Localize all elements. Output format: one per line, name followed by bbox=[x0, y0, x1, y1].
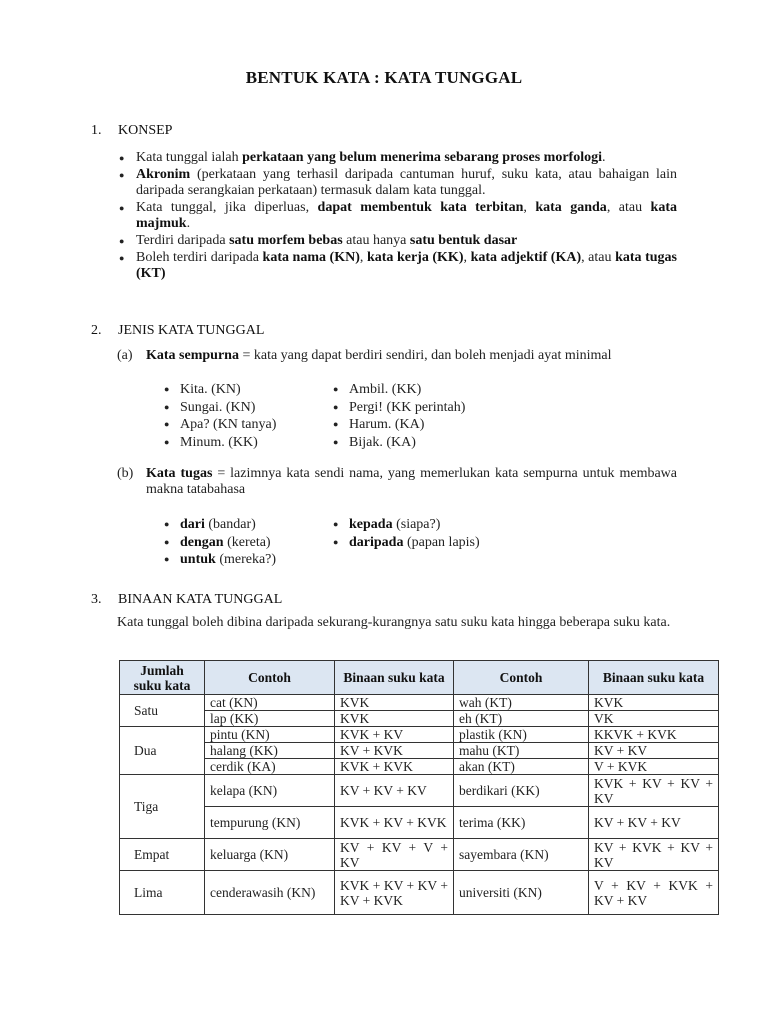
table-cell: plastik (KN) bbox=[454, 727, 589, 743]
table-cell: KV + KV bbox=[589, 743, 719, 759]
text-span: . bbox=[186, 216, 191, 231]
bold-term: kata kerja (KK) bbox=[366, 250, 464, 265]
section-2-heading bbox=[91, 323, 264, 339]
text-span: (papan lapis) bbox=[403, 534, 480, 550]
text-span: Kata tunggal ialah bbox=[136, 150, 243, 165]
list-item: ● Minum. (KK) bbox=[164, 434, 276, 452]
list-item: ● Kita. (KN) bbox=[164, 381, 276, 399]
header-cell: Binaan suku kata bbox=[589, 661, 719, 695]
list-item bbox=[333, 534, 480, 552]
binaan-table bbox=[119, 660, 719, 915]
table-cell: universiti (KN) bbox=[454, 871, 589, 915]
bold-term: dari bbox=[180, 517, 205, 532]
header-cell: Jumlah suku kata bbox=[120, 661, 205, 695]
table-cell: KV + KVK + KV + KV bbox=[589, 839, 719, 871]
subsection-b bbox=[117, 466, 677, 498]
table-cell: mahu (KT) bbox=[454, 743, 589, 759]
kata-tugas-list-right bbox=[333, 516, 480, 551]
text-span: (siapa?) bbox=[392, 517, 441, 532]
list-item bbox=[164, 534, 276, 552]
section-number: 3. bbox=[91, 592, 102, 607]
section-number: 2. bbox=[91, 323, 102, 338]
table-row bbox=[120, 871, 719, 915]
table-cell: tempurung (KN) bbox=[205, 807, 335, 839]
table-cell: lap (KK) bbox=[205, 711, 335, 727]
bold-term: Akronim bbox=[136, 167, 191, 182]
page-title: BENTUK KATA : KATA TUNGGAL bbox=[245, 68, 523, 87]
table-row bbox=[120, 807, 719, 839]
text-span: , atau bbox=[606, 200, 651, 215]
table-cell: KVK bbox=[589, 695, 719, 711]
text-span: atau hanya bbox=[342, 233, 410, 248]
group-cell: Tiga bbox=[120, 775, 205, 839]
list-item bbox=[117, 233, 677, 249]
list-item: ● Pergi! (KK perintah) bbox=[333, 399, 465, 417]
bold-term: untuk bbox=[180, 552, 216, 567]
bold-term: dapat membentuk kata terbitan bbox=[317, 200, 524, 215]
table-cell: wah (KT) bbox=[454, 695, 589, 711]
text-span: Kata tunggal, jika diperluas, bbox=[136, 200, 318, 215]
bold-term: kata ganda bbox=[535, 200, 607, 215]
header-cell: Binaan suku kata bbox=[335, 661, 454, 695]
section-title: BINAAN KATA TUNGGAL bbox=[118, 592, 283, 607]
header-cell: Contoh bbox=[454, 661, 589, 695]
list-item: ● Apa? (KN tanya) bbox=[164, 416, 276, 434]
group-cell: Dua bbox=[120, 727, 205, 775]
table-cell: KV + KV + V + KV bbox=[335, 839, 454, 871]
subsection-label: (b) bbox=[117, 466, 134, 481]
list-item bbox=[117, 150, 677, 166]
table-row bbox=[120, 775, 719, 807]
text-span: = lazimnya kata sendi nama, yang memerlukan kata sempurna untuk membawa makna tatabahasa bbox=[146, 466, 677, 497]
text-span: Terdiri daripada bbox=[136, 233, 230, 248]
table-cell: pintu (KN) bbox=[205, 727, 335, 743]
list-item bbox=[333, 516, 480, 534]
table-cell: KVK bbox=[335, 695, 454, 711]
text-span: . bbox=[601, 150, 606, 165]
table-cell: KVK bbox=[335, 711, 454, 727]
text-span: = kata yang dapat berdiri sendiri, dan boleh menjadi ayat minimal bbox=[238, 348, 612, 363]
bold-term: dengan bbox=[180, 534, 224, 550]
bold-term: daripada bbox=[349, 534, 404, 550]
kata-tugas-list-left bbox=[164, 516, 276, 569]
table-cell: KVK + KV bbox=[335, 727, 454, 743]
subsection-a bbox=[117, 348, 677, 364]
group-cell: Empat bbox=[120, 839, 205, 871]
bold-term: satu morfem bebas bbox=[229, 233, 343, 248]
table-row bbox=[120, 743, 719, 759]
section-3-paragraph: Kata tunggal boleh dibina daripada sekurang-kurangnya satu suku kata hingga beberapa suku kata. bbox=[117, 615, 671, 630]
table-row bbox=[120, 759, 719, 775]
table-row bbox=[120, 695, 719, 711]
konsep-list bbox=[117, 150, 677, 283]
list-item: ● Ambil. (KK) bbox=[333, 381, 465, 399]
section-number: 1. bbox=[91, 123, 102, 138]
bold-term: kata majmuk bbox=[136, 200, 677, 231]
header-cell: Contoh bbox=[205, 661, 335, 695]
table-cell: KVK + KV + KVK bbox=[335, 807, 454, 839]
list-item bbox=[117, 167, 677, 199]
bold-term: Kata tugas bbox=[146, 466, 213, 481]
text-span: , bbox=[359, 250, 367, 265]
list-item: ● Bijak. (KA) bbox=[333, 434, 465, 452]
table-cell: eh (KT) bbox=[454, 711, 589, 727]
table-cell: KV + KVK bbox=[335, 743, 454, 759]
text-span: (kereta) bbox=[223, 534, 271, 550]
table-cell: terima (KK) bbox=[454, 807, 589, 839]
bold-term: perkataan yang belum menerima sebarang proses morfologi bbox=[242, 150, 602, 165]
group-cell: Lima bbox=[120, 871, 205, 915]
list-item: ● Sungai. (KN) bbox=[164, 399, 276, 417]
table-cell: cat (KN) bbox=[205, 695, 335, 711]
table-cell: VK bbox=[589, 711, 719, 727]
table-cell: kelapa (KN) bbox=[205, 775, 335, 807]
text-span: (mereka?) bbox=[215, 552, 277, 567]
table-row bbox=[120, 727, 719, 743]
subsection-label: (a) bbox=[117, 348, 133, 363]
kata-sempurna-list-left bbox=[164, 381, 276, 451]
table-cell: berdikari (KK) bbox=[454, 775, 589, 807]
text-span: , bbox=[523, 200, 536, 215]
table-cell: keluarga (KN) bbox=[205, 839, 335, 871]
table-cell: KV + KV + KV bbox=[589, 807, 719, 839]
text-span: , bbox=[463, 250, 471, 265]
table-cell: V + KV + KVK + KV + KV bbox=[589, 871, 719, 915]
kata-sempurna-list-right bbox=[333, 381, 465, 451]
table-cell: KV + KV + KV bbox=[335, 775, 454, 807]
table-cell: halang (KK) bbox=[205, 743, 335, 759]
table-cell: KVK + KV + KV + KV + KVK bbox=[335, 871, 454, 915]
bold-term: Kata sempurna bbox=[146, 348, 239, 363]
section-1-heading bbox=[91, 123, 172, 139]
list-item: ● Harum. (KA) bbox=[333, 416, 465, 434]
list-item bbox=[117, 200, 677, 232]
table-header-row bbox=[120, 661, 719, 695]
list-item bbox=[164, 551, 276, 569]
table-cell: V + KVK bbox=[589, 759, 719, 775]
table-cell: akan (KT) bbox=[454, 759, 589, 775]
table-cell: cenderawasih (KN) bbox=[205, 871, 335, 915]
table-cell: KVK + KVK bbox=[335, 759, 454, 775]
bold-term: kata tugas (KT) bbox=[136, 250, 677, 281]
bold-term: kata adjektif (KA) bbox=[470, 250, 582, 265]
table-cell: cerdik (KA) bbox=[205, 759, 335, 775]
bold-term: kepada bbox=[349, 517, 393, 532]
bold-term: satu bentuk dasar bbox=[409, 233, 518, 248]
section-title: JENIS KATA TUNGGAL bbox=[118, 323, 265, 338]
list-item bbox=[117, 250, 677, 282]
table-row bbox=[120, 839, 719, 871]
text-span: Boleh terdiri daripada bbox=[136, 250, 263, 265]
text-span: , atau bbox=[581, 250, 616, 265]
section-title: KONSEP bbox=[118, 123, 173, 138]
text-span: (perkataan yang terhasil daripada cantuman huruf, suku kata, atau bahaigan lain daripada serangkaian perkataan) termasuk dalam kata tunggal. bbox=[136, 167, 677, 198]
section-3-heading bbox=[91, 592, 282, 608]
list-item bbox=[164, 516, 276, 534]
table-cell: KVK + KV + KV + KV bbox=[589, 775, 719, 807]
table-cell: sayembara (KN) bbox=[454, 839, 589, 871]
group-cell: Satu bbox=[120, 695, 205, 727]
table-cell: KKVK + KVK bbox=[589, 727, 719, 743]
table-row bbox=[120, 711, 719, 727]
text-span: (bandar) bbox=[204, 517, 256, 532]
bold-term: kata nama (KN) bbox=[262, 250, 360, 265]
